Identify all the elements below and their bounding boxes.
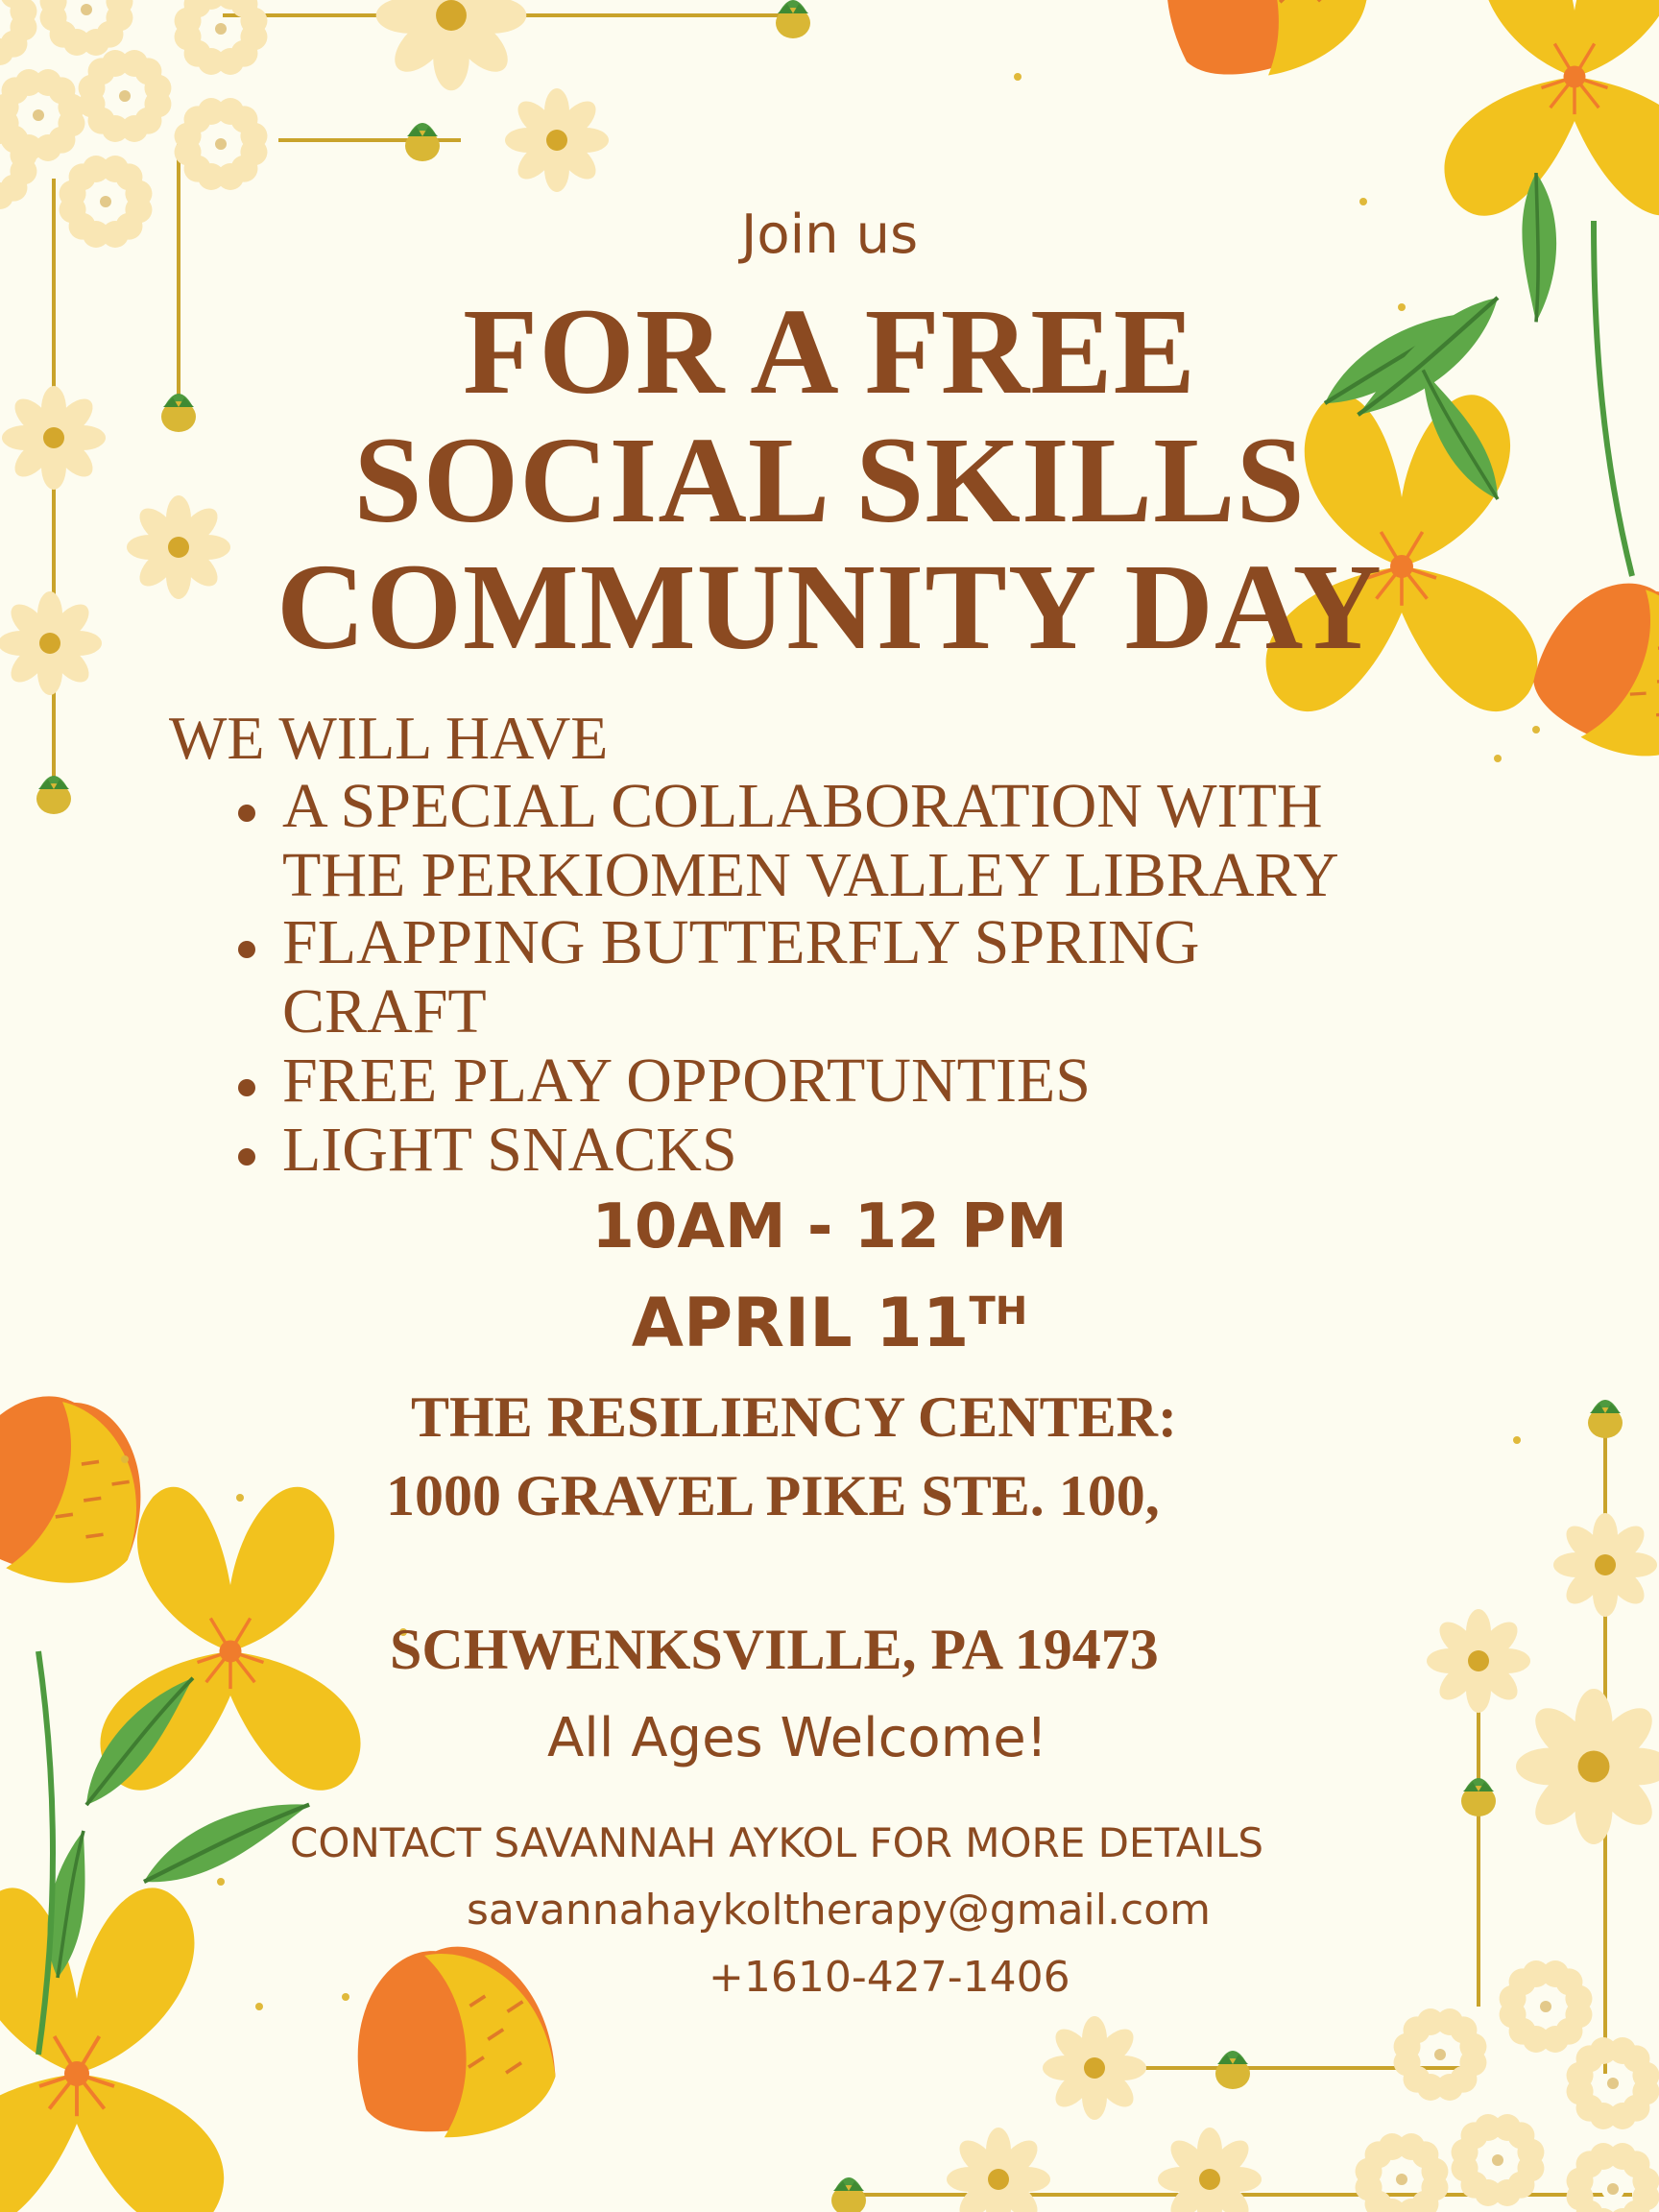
event-date	[0, 1285, 1659, 1361]
contact-phone: +1610-427-1406	[709, 1953, 1070, 2002]
venue-city: SCHWENKSVILLE, PA 19473	[390, 1618, 1159, 1681]
bullet-dot	[238, 1079, 255, 1096]
activity-item-3: FREE PLAY OPPORTUNTIES	[282, 1046, 1091, 1116]
audience-text: All Ages Welcome!	[547, 1707, 1048, 1769]
venue-street: 1000 GRAVEL PIKE STE. 100,	[386, 1464, 1160, 1527]
event-time: 10AM - 12 PM	[591, 1191, 1068, 1262]
activity-item-1-line-2: THE PERKIOMEN VALLEY LIBRARY	[282, 840, 1339, 910]
venue-name: THE RESILIENCY CENTER:	[411, 1385, 1177, 1449]
event-date-suffix: TH	[969, 1289, 1028, 1334]
activities-heading: WE WILL HAVE	[169, 704, 609, 772]
title-line-3: COMMUNITY DAY	[276, 539, 1382, 675]
activity-item-2-line-2: CRAFT	[282, 976, 487, 1046]
bullet-dot	[238, 1148, 255, 1166]
intro-text: Join us	[740, 204, 919, 266]
title-line-2: SOCIAL SKILLS	[353, 412, 1306, 548]
title-line-1: FOR A FREE	[463, 283, 1196, 420]
contact-line: CONTACT SAVANNAH AYKOL FOR MORE DETAILS	[290, 1819, 1264, 1866]
activity-item-2-line-1: FLAPPING BUTTERFLY SPRING	[282, 907, 1200, 977]
bullet-dot	[238, 805, 255, 822]
contact-email: savannahaykoltherapy@gmail.com	[467, 1886, 1211, 1935]
event-date-main: APRIL 11	[631, 1284, 970, 1362]
bullet-dot	[238, 941, 255, 958]
activity-item-1-line-1: A SPECIAL COLLABORATION WITH	[282, 771, 1323, 841]
activity-item-4: LIGHT SNACKS	[282, 1115, 737, 1185]
